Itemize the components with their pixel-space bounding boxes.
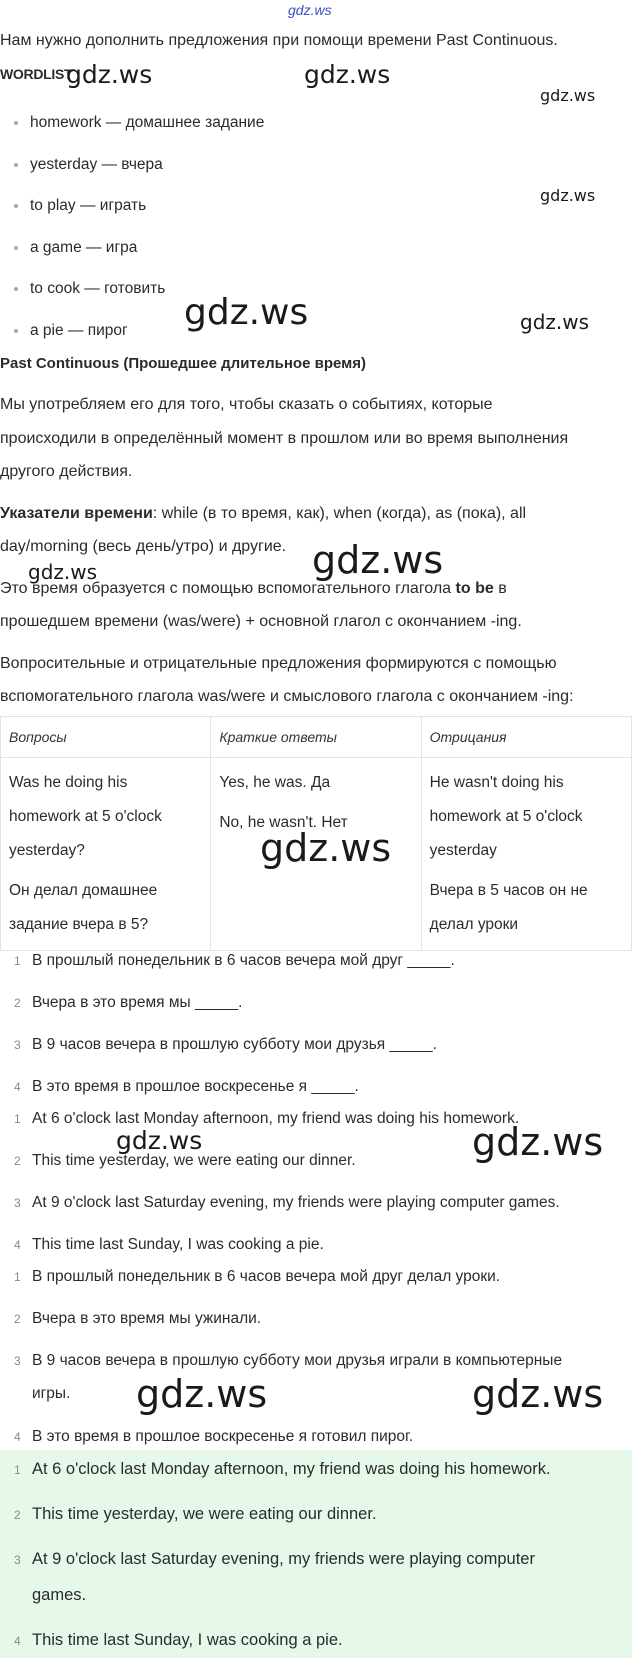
cell-line: yesterday?	[9, 842, 85, 859]
item-text: игры.	[32, 1385, 71, 1402]
cell-line: задание вчера в 5?	[9, 916, 149, 933]
watermark: gdz.ws	[472, 1372, 604, 1416]
time-markers	[0, 505, 526, 523]
watermark: gdz.ws	[136, 1372, 268, 1416]
item-text: В это время в прошлое воскресенье я _____.	[32, 1078, 359, 1095]
bullet-icon	[14, 204, 18, 208]
watermark: gdz.ws	[184, 292, 309, 333]
list-item	[14, 1550, 535, 1569]
intro-text: Нам нужно дополнить предложения при помощи времени Past Continuous.	[0, 32, 558, 49]
list-item-text: a game — игра	[30, 239, 138, 256]
list-item	[14, 994, 242, 1012]
item-number: 1	[14, 1112, 21, 1126]
list-item-text: a pie — пирог	[30, 322, 128, 339]
item-number: 1	[14, 1463, 21, 1477]
header-logo: gdz.ws	[288, 2, 332, 18]
time-markers-line: day/morning (весь день/утро) и другие.	[0, 538, 287, 555]
watermark: gdz.ws	[260, 826, 392, 870]
list-item	[14, 1428, 413, 1446]
list-item	[14, 1352, 562, 1370]
item-text: В 9 часов вечера в прошлую субботу мои друзья играли в компьютерные	[32, 1352, 563, 1369]
item-number: 2	[14, 1312, 21, 1326]
item-text: This time last Sunday, I was cooking a pie.	[32, 1236, 324, 1253]
cell-line: He wasn't doing his	[429, 774, 564, 791]
item-number: 4	[14, 1634, 21, 1648]
item-number: 4	[14, 1080, 21, 1094]
bullet-icon	[14, 121, 18, 125]
item-number: 2	[14, 996, 21, 1010]
cell-line: Он делал домашнее	[9, 882, 158, 899]
item-text: This time yesterday, we were eating our dinner.	[32, 1505, 377, 1523]
list-item	[14, 1236, 324, 1254]
list-item	[14, 1268, 500, 1286]
item-text: At 9 o'clock last Saturday evening, my friends were playing computer	[32, 1550, 535, 1568]
cell-line: Вчера в 5 часов он не	[429, 882, 588, 899]
bullet-icon	[14, 163, 18, 167]
item-text: В прошлый понедельник в 6 часов вечера мой друг делал уроки.	[32, 1268, 501, 1285]
formation-text: в	[493, 580, 507, 597]
item-text: This time yesterday, we were eating our dinner.	[32, 1152, 356, 1169]
table-header-cell: Краткие ответы	[211, 717, 421, 758]
list-item	[14, 952, 455, 970]
cell-line: делал уроки	[429, 916, 519, 933]
watermark: gdz.ws	[312, 538, 444, 582]
time-markers-label: Указатели времени	[0, 505, 153, 522]
theory-line: происходили в определённый момент в прошлом или во время выполнения	[0, 430, 569, 447]
list-item-text: homework — домашнее задание	[30, 114, 265, 131]
cell-line: homework at 5 o'clock	[429, 808, 583, 825]
list-item	[14, 1586, 86, 1605]
theory-line: Мы употребляем его для того, чтобы сказать о событиях, которые	[0, 396, 493, 413]
item-text: At 9 o'clock last Saturday evening, my friends were playing computer games.	[32, 1194, 560, 1211]
cell-line: No, he wasn't. Нет	[219, 814, 348, 831]
list-item	[14, 1310, 261, 1328]
cell-line: yesterday	[429, 842, 497, 859]
time-markers-text: : while (в то время, как), when (когда), as (пока), all	[152, 505, 527, 522]
list-item	[14, 1078, 359, 1096]
list-item-text: yesterday — вчера	[30, 156, 163, 173]
table-cell	[421, 758, 631, 951]
formation-text: Это время образуется с помощью вспомогательного глагола	[0, 580, 456, 597]
list-item	[14, 1505, 377, 1524]
cell-line: Was he doing his	[9, 774, 128, 791]
table-header-row	[1, 717, 632, 758]
list-item	[14, 1460, 551, 1479]
cell-line: homework at 5 o'clock	[9, 808, 162, 825]
list-item	[14, 156, 163, 174]
item-number: 4	[14, 1430, 21, 1444]
cell-line: Yes, he was. Да	[219, 774, 331, 791]
answer-box	[0, 1450, 632, 1658]
watermark: gdz.ws	[540, 86, 596, 105]
watermark: gdz.ws	[66, 60, 153, 89]
item-number: 2	[14, 1508, 21, 1522]
list-item-text: to cook — готовить	[30, 280, 166, 297]
list-item	[14, 197, 146, 215]
watermark: gdz.ws	[472, 1120, 604, 1164]
item-text: В прошлый понедельник в 6 часов вечера мой друг _____.	[32, 952, 455, 969]
item-number: 3	[14, 1553, 21, 1567]
list-item	[14, 280, 165, 298]
list-item	[14, 1194, 560, 1212]
list-item	[14, 114, 264, 132]
theory-line: другого действия.	[0, 463, 133, 480]
list-item	[14, 239, 137, 257]
item-text: Вчера в это время мы _____.	[32, 994, 243, 1011]
item-number: 3	[14, 1038, 21, 1052]
list-item	[14, 1036, 437, 1054]
list-item	[14, 1385, 70, 1403]
table-header-cell: Отрицания	[421, 717, 631, 758]
list-item	[14, 1631, 343, 1650]
item-text: At 6 o'clock last Monday afternoon, my friend was doing his homework.	[32, 1460, 551, 1478]
questions-line: вспомогательного глагола was/were и смыслового глагола с окончанием -ing:	[0, 688, 574, 705]
bullet-icon	[14, 287, 18, 291]
item-number: 3	[14, 1354, 21, 1368]
item-text: games.	[32, 1586, 87, 1604]
table-cell	[1, 758, 211, 951]
watermark: gdz.ws	[520, 310, 590, 334]
watermark: gdz.ws	[304, 60, 391, 89]
item-text: This time last Sunday, I was cooking a pie.	[32, 1631, 343, 1649]
bullet-icon	[14, 329, 18, 333]
questions-line: Вопросительные и отрицательные предложения формируются с помощью	[0, 655, 557, 672]
item-text: Вчера в это время мы ужинали.	[32, 1310, 262, 1327]
watermark: gdz.ws	[28, 560, 98, 584]
item-number: 1	[14, 1270, 21, 1284]
item-number: 2	[14, 1154, 21, 1168]
formation-aux-verb: to be	[455, 580, 494, 597]
list-item-text: to play — играть	[30, 197, 147, 214]
formation-line: прошедшем времени (was/were) + основной глагол с окончанием -ing.	[0, 613, 522, 630]
item-number: 3	[14, 1196, 21, 1210]
item-text: В это время в прошлое воскресенье я готовил пирог.	[32, 1428, 414, 1445]
item-text: В 9 часов вечера в прошлую субботу мои друзья _____.	[32, 1036, 437, 1053]
item-number: 4	[14, 1238, 21, 1252]
watermark: gdz.ws	[116, 1126, 203, 1155]
item-text: At 6 o'clock last Monday afternoon, my friend was doing his homework.	[32, 1110, 520, 1127]
wordlist-heading: WORDLIST	[0, 66, 73, 82]
bullet-icon	[14, 246, 18, 250]
theory-heading: Past Continuous (Прошедшее длительное время)	[0, 355, 366, 372]
table-header-cell: Вопросы	[1, 717, 211, 758]
watermark: gdz.ws	[540, 186, 596, 205]
list-item	[14, 1110, 519, 1128]
list-item	[14, 322, 128, 340]
item-number: 1	[14, 954, 21, 968]
